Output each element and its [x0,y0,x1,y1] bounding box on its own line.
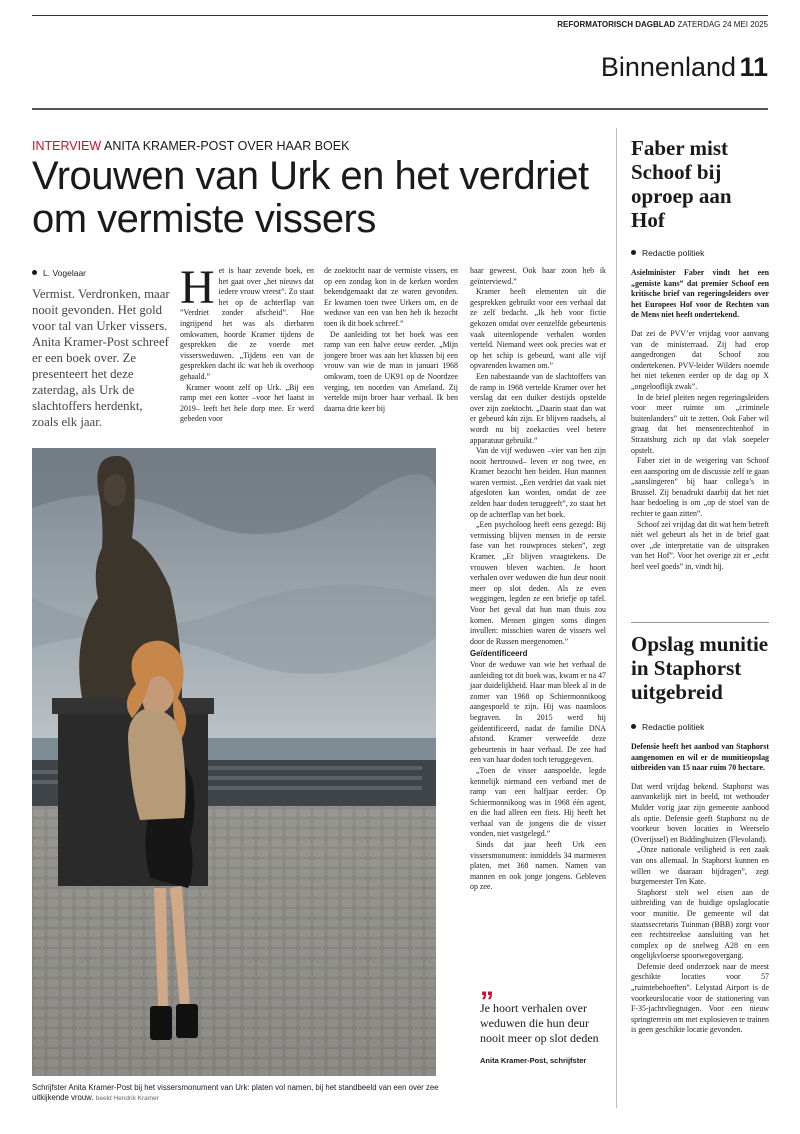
page-title: Vrouwen van Urk en het verdriet om vermiste vissers [32,154,589,241]
side-lead: Defensie heeft het aanbod van Staphorst aangenomen en wil er de munitieopslag uitbreiden van 15 naar ruim 70 hectare. [631,742,769,773]
article-column-2 [324,266,458,414]
section-name: Binnenland [600,52,736,82]
quote-attribution: Anita Kramer-Post, schrijfster [480,1056,587,1065]
issue-date: ZATERDAG 24 MEI 2025 [677,20,768,29]
column-divider [616,128,617,1108]
kicker-text: ANITA KRAMER-POST OVER HAAR BOEK [104,139,350,153]
paragraph: Dat werd vrijdag bekend. Staphorst was aanvankelijk niet in beeld, tot wethouder Mulder vorig jaar zijn gemeente aanbood als optie. Defensie geeft Staphorst nu de voorkeur boven locaties in Weerselo (Overijssel) en Biddinghuizen (Flevoland). [631,781,769,844]
quote-mark-icon: „ [480,970,494,1001]
bullet-icon [32,270,37,275]
side-headline: Opslag munitie in Staphorst uitgebreid [631,632,769,704]
paragraph: Kramer woont zelf op Urk. „Bij een ramp met een kotter –voor het laatst in 2019– leeft het hele dorp mee. Er werd gebeden voor [180,382,314,424]
byline-author: L. Vogelaar [43,268,87,278]
paragraph: „Onze nationale veiligheid is een zaak van ons allemaal. In Staphorst kunnen en willen we daaraan bijdragen”, zegt burgemeester Ten Kate. [631,845,769,887]
paragraph: haar geweest. Ook haar zoon heb ik geïnterviewd.” [470,266,606,286]
paragraph: Dat zei de PVV’er vrijdag voor aanvang van de ministerraad. Zij had erop aangedrongen dat Schoof zou ondertekenen. PVV-leider Wilders noemde het niet tekenen eerder op de dag op X „ongelooflijk zwak”. [631,328,769,391]
paragraph: Van de vijf weduwen –vier van hen zijn nooit hertrouwd– leven er nog twee, en Kramer bezocht hen beiden. Hun mannen waren vermist. „Een verdriet dat vaak niet afgesloten kan worden, omdat de zee zelden haar doden teruggeeft”, zo staat het op de achterflap van het boek. [470,446,606,519]
paragraph: Defensie deed onderzoek naar de meest geschikte locaties voor 57 „ruimtebehoeften”. Lelystad Airport is de voorkeurslocatie voor de stationering van F-35-jachtvliegtuigen. Voor een nieuw springterrein om met explosieven te trainen is geen geschikte locatie gevonden. [631,961,769,1035]
page-number: 11 [739,52,768,82]
paragraph: De aanleiding tot het boek was een ramp van een halve eeuw eerder. „Mijn jongere broer was aan het klussen bij een vrouw van wie de man in januari 1968 omkwam, toen de UK91 op de Noordzee verging, ten noorden van Ameland. Zij vertelde mijn broer haar verhaal. Ik ben daarna drie keer bij [324,329,458,413]
side-byline [631,722,769,732]
monument-illustration [32,448,436,1076]
side-body [631,782,769,1036]
paragraph: et is haar zevende boek, en het gaat over „het nieuws dat iedere vrouw vreest”. Zo staat het op de achterflap van ”Verdriet zonder afscheid”. Hoe ingrijpend het was als dierbaren omkwamen, hoorde Kramer tijdens de gesprekken die ze voerde met vissersweduwen. „Tijdens een van de gesprekken dacht ik: wat heb ik overhoop gehaald.” [180,266,314,381]
article-column-1 [180,261,314,425]
side-story-rule [631,622,769,623]
quote-text: Je hoort verhalen over weduwen die hun deur nooit meer op slot deden [480,1001,599,1045]
paragraph: Staphorst stelt wel eisen aan de uitbreiding van de huidige opslaglocatie voor munitie. De gemeente wil dat staatssecretaris Tuinman (BBB) zorgt voor een rechtstreekse aansluiting van het complex op de snelweg A28 en een ongelijkvloerse spoorwegovergang. [631,887,769,961]
photo-credit: beeld Hendrik Kramer [95,1095,159,1102]
side-byline-text: Redactie politiek [642,722,705,732]
top-rule [32,15,768,16]
paragraph: „Een psycholoog heeft eens gezegd: Bij vermissing blijven mensen in de eerste fase van het rouwproces steken”, zegt Kramer. „Er blijven vraagtekens. De vrouwen bleven wachten. Je hoort verhalen over weduwen die hun deur nooit meer op slot deden. Als ze even weggingen, legden ze een briefje op tafel. Voor het geval dat hun man thuis zou komen. Mensen gingen soms dingen invullen: misschien waren de vissers wel door de Russen meegenomen.” [470,520,606,646]
masthead [557,20,768,29]
bullet-icon [631,250,636,255]
bullet-icon [631,724,636,729]
photo-caption [32,1083,442,1104]
caption-text: Schrijfster Anita Kramer-Post bij het vissersmonument van Urk: platen vol namen, bij het standbeeld van een over zee uitkijkende vrouw. [32,1083,439,1102]
paragraph: Schoof zei vrijdag dat dit wat hem betreft níét wel gebeurt als het in de brief gaat over „de interpretatie van de uitspraken van het Hof”. Voor het overige zit er „echt heel veel goeds” in, vindt hij. [631,519,769,572]
paragraph: „Toen de visser aanspoelde, legde kennelijk niemand een verband met de ramp van een halfjaar eerder. Op Schiermonnikoog was in 1968 één agent, en die had alleen een fiets. Hij heeft het verhaal van de jongens die de visser vonden, niet vastgelegd.” [470,765,606,839]
side-body [631,329,769,573]
byline [32,268,86,278]
side-headline: Faber mist Schoof bij oproep aan Hof [631,136,732,232]
intro-text: Vermist. Verdronken, maar nooit gevonden. Het gold voor tal van Urker vissers. Anita Kramer-Post schreef er een boek over. Ze presenteert het deze zaterdag, als Urk de slachtoffers herdenkt, zoals elk jaar. [32,287,170,429]
drop-cap: H [180,261,215,314]
kicker-label: INTERVIEW [32,139,102,153]
side-story-staphorst [631,632,769,1036]
side-lead: Asielminister Faber vindt het een „gemiste kans” dat premier Schoof een kritische brief van regeringsleiders over het Europees Hof voor de Rechten van de Mens niet heeft ondertekend. [631,268,769,320]
paragraph: In de brief pleiten negen regeringsleiders voor meer ruimte om „criminele buitenlanders” uit te zetten. Ook Faber wil graag dat het mensenrechtenhof in Straatsburg zich op dat vlak soepeler opstelt. [631,392,769,455]
paragraph: de zoektocht naar de vermiste vissers, en op een zondag kon in de kerken worden bekendgemaakt dat ze waren gevonden. Er kwamen toen twee Urkers om, en de weduwe van een van hen heb ik bezocht toen ik dit boek schreef.” [324,266,458,328]
pull-quote [480,970,600,1066]
paragraph: Voor de weduwe van wie het verhaal de aanleiding tot dit boek was, kwam er na 47 jaar duidelijkheid. Haar man bleek al in de zomer van 1968 op Schiermonnikoog aangespoeld te zijn. Hij was naamloos begraven. In 2015 werd hij geïdentificeerd, nadat de familie DNA afstond. Kramer verweefde deze gebeurtenis in haar verhaal. De zee had een van haar doden toch teruggegeven. [470,659,606,765]
paragraph: Kramer heeft elementen uit die gesprekken gebruikt voor een verhaal dat ze zelf bedacht. „Ik heb voor fictie gekozen omdat over eenzelfde gebeurtenis vaak uiteenlopende verhalen worden verteld. Niemand weet ook precies wat er op het schip is gebeurd, want alle vijf opvarenden kwamen om.” [470,287,606,371]
side-byline-text: Redactie politiek [642,248,705,258]
paragraph: Faber ziet in de weigering van Schoof een aansporing om de discussie zelf te gaan „aanslingeren” bij haar collega’s in Brussel. Zij benadrukt daarbij dat het niet haar bedoeling is om „op de stoel van de rechter te gaan zitten”. [631,456,769,519]
kicker [32,139,349,153]
article-photo [32,448,436,1076]
article-column-3 [470,266,606,893]
paragraph: Een nabestaande van de slachtoffers van de ramp in 1968 vertelde Kramer over het verslag dat een duiker destijds opstelde over zijn zoektocht. „Daarin staat dan wat er gebeurd kán zijn. Er blijven raadsels, al wordt nu bij zoekacties veel betere apparatuur gebruikt.” [470,371,606,445]
paper-name: REFORMATORISCH DAGBLAD [557,20,676,29]
side-byline [631,248,769,258]
side-story-faber [631,136,769,573]
header-rule [32,108,768,110]
subheading: Geïdentificeerd [470,649,528,659]
paragraph: Sinds dat jaar heeft Urk een vissersmonument: inmiddels 34 marmeren platen, met 368 namen. Namen van mannen en ook jonge jongens. Gebleven op zee. [470,840,606,892]
